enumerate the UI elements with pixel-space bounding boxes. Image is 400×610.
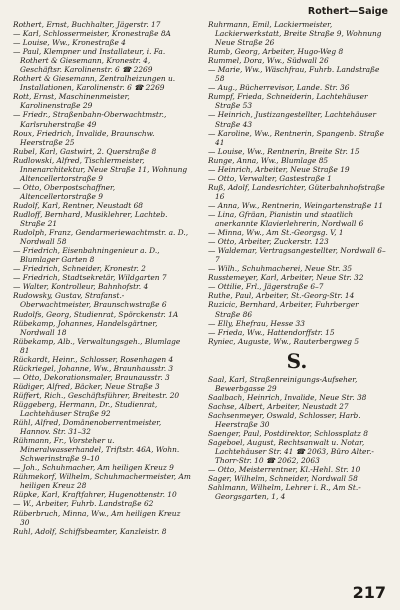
directory-entry: Rühmann, Fr., Vorsteher u. Mineralwasserhandel, Triftstr. 46A, Wohn. Schwerinstraße 9–10 <box>13 436 180 464</box>
directory-entry: Rubel, Karl, Gastwirt, 2. Querstraße 8 <box>13 146 157 156</box>
directory-entry: — Otto, Arbeiter, Zuckerstr. 123 <box>208 237 329 247</box>
directory-entry: — Joh., Schuhmacher, Am heiligen Kreuz 9 <box>13 463 174 473</box>
directory-entry: — Otto, Verwalter, Gastestraße 1 <box>208 173 332 183</box>
directory-entry: — Heinrich, Arbeiter, Neue Straße 19 <box>208 164 350 174</box>
right-column <box>208 20 386 605</box>
directory-entry: Runge, Anna, Ww., Blumlage 85 <box>208 155 329 165</box>
directory-entry: — Paul, Klempner und Installateur, i. Fa. Rothert & Giesemann, Kronestr. 4, Geschäftsr. Karolinenstr. 6 ☎ 2269 <box>13 47 166 75</box>
directory-entry: Ruthe, Paul, Arbeiter, St.-Georg-Str. 14 <box>208 291 355 301</box>
directory-entry: — Lina, Gfräan, Pianistin und staatlich anerkannte Klavierlehrerin, Nordwall 6 <box>208 209 364 229</box>
directory-entry: — Karl, Schlossermeister, Kronestraße 8A <box>13 29 171 39</box>
directory-entry: Rothert, Ernst, Buchhalter, Jägerstr. 17 <box>13 20 161 29</box>
directory-entry: — Aug., Bücherrevisor, Lande. Str. 36 <box>208 83 350 93</box>
directory-entry: — Walter, Kontrolleur, Bahnhofstr. 4 <box>13 282 149 292</box>
directory-entry: Sachse, Albert, Arbeiter, Neustadt 27 <box>208 401 349 411</box>
left-column <box>13 20 191 605</box>
directory-entry: Saal, Karl, Straßenreinigungs-Aufseher, Bewerbgasse 29 <box>208 374 358 393</box>
directory-entry: Rudolfs, Georg, Studienrat, Spörckenstr. 1A <box>13 309 179 319</box>
directory-entry: Ruhrmann, Emil, Lackiermeister, Lackierwerkstatt, Breite Straße 9, Wohnung Neue Straße 26 <box>208 20 382 48</box>
directory-entry: — Otto, Oberpostschaffner, Altencellertorstraße 9 <box>13 182 116 201</box>
directory-entry: Rühl, Alfred, Domänenoberrentmeister, Hannov. Str. 31–32 <box>13 418 162 437</box>
directory-entry: Ryniec, Auguste, Ww., Rauterbergweg 5 <box>208 336 360 346</box>
directory-entry: Rüpke, Karl, Kraftfahrer, Hugenottenstr. 10 <box>13 490 177 500</box>
directory-entry: Rudlowski, Alfred, Tischlermeister, Innenarchitektur, Neue Straße 11, Wohnung Altencellertorstraße 9 <box>13 155 188 183</box>
directory-entry: Rüberbruch, Minna, Ww., Am heiligen Kreuz 30 <box>13 508 181 527</box>
directory-entry: — Friedrich, Stadtsekretär, Wildgarten 7 <box>13 273 167 283</box>
directory-entry: Rudloff, Bernhard, Musiklehrer, Lachteb. Straße 21 <box>13 209 168 229</box>
directory-entry: — Frieda, Ww., Hattendorffstr. 15 <box>208 327 335 337</box>
directory-entry: Saenger, Paul, Postdirektor, Schlossplatz 8 <box>208 428 368 438</box>
directory-entry: — Marie, Ww., Wäschfrau, Fuhrb. Landstraße 58 <box>208 65 380 84</box>
directory-entry: Rüdiger, Alfred, Bäcker, Neue Straße 3 <box>13 381 160 391</box>
directory-entry: — Minna, Ww., Am St.-Georgsg. V, 1 <box>208 228 344 238</box>
directory-entry: Rübekamp, Johannes, Handelsgärtner, Nordwall 18 <box>13 318 158 337</box>
directory-entry: — Waldemar, Vertragsangestellter, Nordwall 6–7 <box>208 246 386 265</box>
directory-entry: Rudolf, Karl, Rentner, Neustadt 68 <box>13 200 144 210</box>
directory-entry: Ruß, Adolf, Landesrichter, Güterbahnhofstraße 16 <box>208 182 385 201</box>
directory-entry: Saalbach, Heinrich, Invalide, Neue Str. 38 <box>208 392 367 402</box>
directory-entry: Roux, Friedrich, Invalide, Braunschw. Heerstraße 25 <box>13 128 155 147</box>
page-header: Rothert—Saige <box>307 6 388 17</box>
directory-entry: — Friedrich, Eisenbahningenieur a. D., Blumlager Garten 8 <box>13 246 160 265</box>
directory-entry: — W., Arbeiter, Fuhrb. Landstraße 62 <box>13 499 154 509</box>
directory-entry: Sachsenmeyer, Oswald, Schlosser, Harb. Heerstraße 30 <box>208 410 361 429</box>
directory-entry: Rummel, Dora, Ww., Südwall 26 <box>208 56 329 66</box>
directory-entry: Rüggeberg, Hermann, Dr., Studienrat, Lachtehäuser Straße 92 <box>13 399 158 419</box>
directory-entry: — Wilh., Schuhmacherei, Neue Str. 35 <box>208 264 353 274</box>
directory-entry: Rudowsky, Gustav, Strafanst.-Oberwachtmeister, Braunschwstraße 6 <box>13 291 167 310</box>
directory-entry: — Friedr., Straßenbahn-Oberwachtmstr., Karlsruherstraße 49 <box>13 110 167 129</box>
directory-entry: — Karoline, Ww., Rentnerin, Spangenb. Straße 41 <box>208 128 384 147</box>
directory-entry: Russtemeyer, Karl, Arbeiter, Neue Str. 32 <box>208 273 364 283</box>
directory-entry: — Louise, Ww., Rentnerin, Breite Str. 15 <box>208 146 360 156</box>
directory-entry: Rothert & Giesemann, Zentralheizungen u. Installationen, Karolinenstr. 6 ☎ 2269 <box>13 74 176 93</box>
directory-entry: Rüffert, Rich., Geschäftsführer, Breitestr. 20 <box>13 390 180 400</box>
directory-entry: Rott, Ernst, Maschinenmeister, Karolinenstraße 29 <box>13 92 130 111</box>
directory-entry: Rudolph, Franz, Gendarmeriewachtmstr. a. D., Nordwall 58 <box>13 228 189 247</box>
directory-entry: Rühmekorf, Wilhelm, Schuhmachermeister, Am heiligen Kreuz 28 <box>13 472 191 491</box>
directory-entry: Sageboel, August, Rechtsanwalt u. Notar, Lachtehäuser Str. 41 ☎ 2063, Büro Alter.-Thorr-Str. 10 ☎ 2062, 2063 <box>208 438 374 466</box>
directory-entry: — Anna, Ww., Rentnerin, Weingartenstraße 11 <box>208 200 383 210</box>
page-number: 217 <box>352 583 386 602</box>
directory-entry: — Ottilie, Frl., Jägerstraße 6–7 <box>208 282 324 292</box>
directory-entry: — Heinrich, Justizangestellter, Lachtehäuser Straße 43 <box>208 110 376 129</box>
directory-entry: Rückardt, Heinr., Schlosser, Rosenhagen 4 <box>13 354 174 364</box>
section-letter: S. <box>286 348 308 373</box>
directory-entry: Sahlmann, Wilhelm, Lehrer i. R., Am St.-Georgsgarten, 1, 4 <box>208 483 361 502</box>
directory-entry: — Louise, Ww., Kronestraße 4 <box>13 38 126 48</box>
directory-entry: — Elly, Ehefrau, Hesse 33 <box>208 318 305 328</box>
directory-entry: Rumb, Georg, Arbeiter, Hugo-Weg 8 <box>208 47 344 57</box>
directory-entry: — Otto, Meisterrentner, Kl.-Hehl. Str. 10 <box>208 465 361 475</box>
directory-entry: Ruhl, Adolf, Schiffsbeamter, Kanzleistr. 8 <box>13 526 167 536</box>
directory-entry: Rumpf, Frieda, Schneiderin, Lachtehäuser Straße 53 <box>208 92 368 111</box>
directory-entry: Ruzicic, Bernhard, Arbeiter, Fuhrberger Straße 86 <box>208 300 359 319</box>
directory-entry: Rübekamp, Alb., Verwaltungsgeh., Blumlage 81 <box>13 336 181 355</box>
directory-entry: — Otto, Dekorationsmaler, Braunausstr. 3 <box>13 372 170 382</box>
directory-entry: — Friedrich, Schneider, Kronestr. 2 <box>13 264 146 274</box>
directory-entry: Rückriegel, Johanne, Ww., Braunhausstr. 3 <box>13 363 174 373</box>
directory-entry: Sager, Wilhelm, Schneider, Nordwall 58 <box>208 474 358 484</box>
